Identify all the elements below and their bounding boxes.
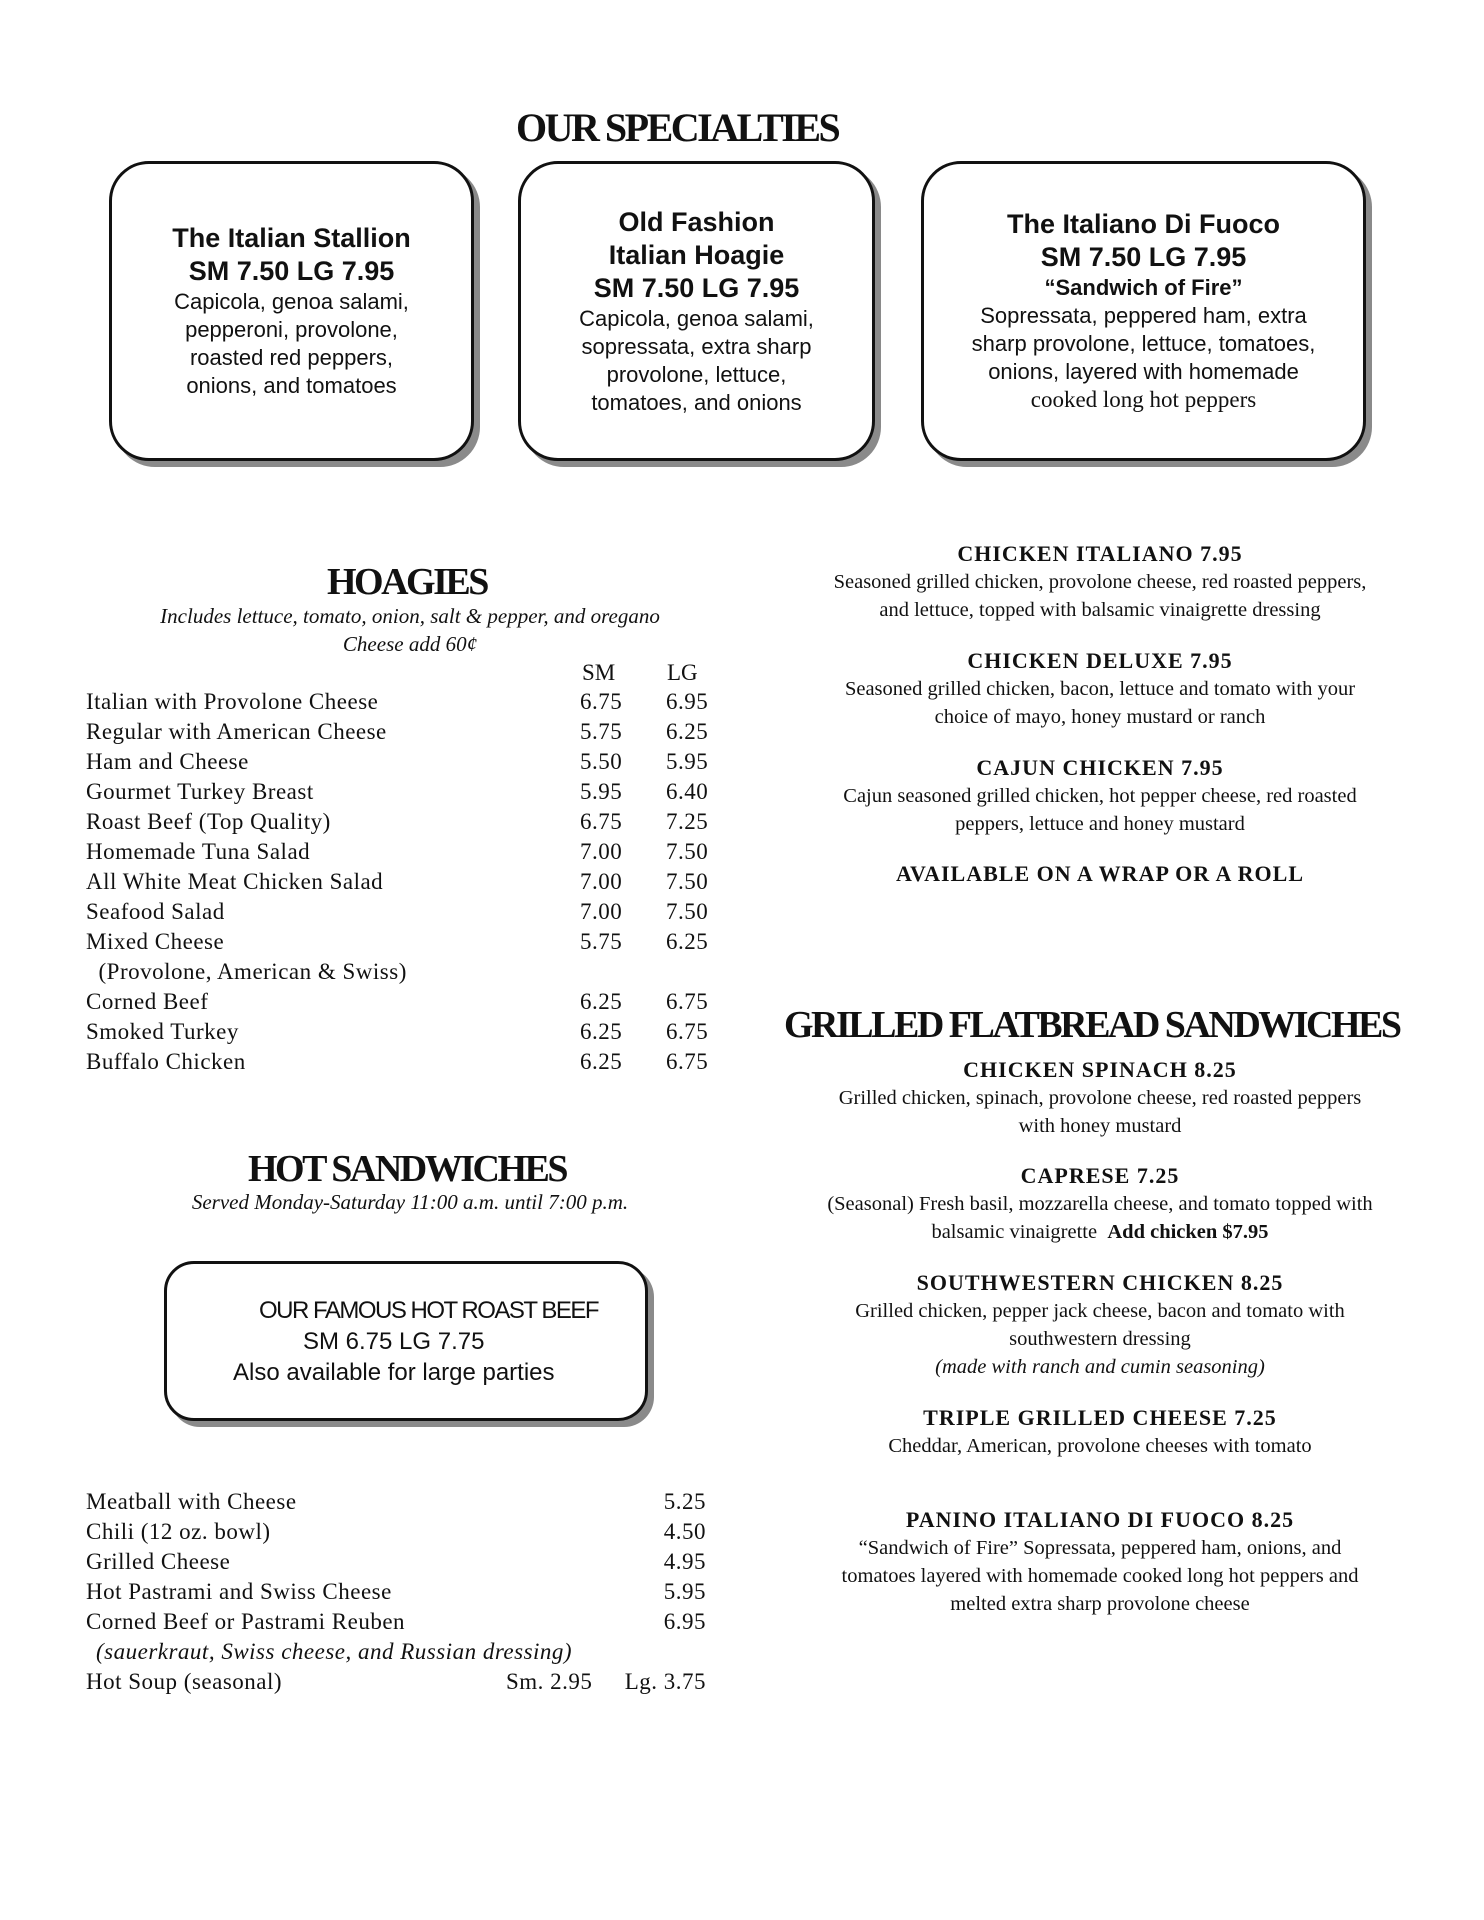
item-desc-text: balsamic vinaigrette [931,1221,1098,1243]
item-price: 5.95 [663,1579,706,1604]
item-desc-line: with honey mustard [1018,1115,1182,1137]
menu-row [86,1519,726,1549]
item-desc-line: Cajun seasoned grilled chicken, hot pepper cheese, red roasted [843,785,1357,807]
menu-row [86,1639,726,1669]
item-heading: CAPRESE 7.25 [1020,1163,1180,1188]
price-sm: 5.75 [580,719,623,744]
item-name: Italian with Provolone Cheese [86,689,379,714]
hoagies-title: HOAGIES [327,561,487,603]
item-name: Ham and Cheese [86,749,249,774]
price-sm: 6.75 [580,809,623,834]
price-lg: 7.25 [666,809,709,834]
roast-beef-box [164,1261,648,1421]
item-name: Meatball with Cheese [86,1489,297,1514]
item-name: (Provolone, American & Swiss) [86,959,407,984]
price-lg: 5.95 [666,749,709,774]
hot-sandwiches-note: Served Monday-Saturday 11:00 a.m. until 7:00 p.m. [191,1190,629,1214]
item-desc-line: Seasoned grilled chicken, provolone cheese, red roasted peppers, [833,571,1367,593]
menu-row [86,1489,726,1519]
southwestern-chicken [770,1269,1430,1381]
specialty-desc-line: sopressata, extra sharp [581,333,812,359]
item-desc-line: (Seasonal) Fresh basil, mozzarella cheese, and tomato topped with [827,1193,1373,1215]
triple-grilled-cheese [770,1404,1430,1460]
wrap-note-text: AVAILABLE ON A WRAP OR A ROLL [895,861,1304,886]
price-sm: 6.25 [580,1049,623,1074]
soup-price-lg: Lg. 3.75 [624,1669,706,1694]
specialty-old-fashion-hoagie [518,161,875,461]
specialty-italian-stallion [109,161,474,461]
item-desc-line [770,1218,1430,1246]
specialty-price: SM 7.50 LG 7.95 [593,272,800,303]
menu-row [86,1019,726,1049]
price-lg: 6.75 [666,989,709,1014]
menu-row [86,749,726,779]
specialty-tagline: “Sandwich of Fire” [1044,275,1243,300]
seasoning-note: (made with ranch and cumin seasoning) [935,1356,1265,1378]
item-name: Corned Beef [86,989,209,1014]
price-lg: 6.25 [666,719,709,744]
menu-row [86,809,726,839]
menu-row [86,929,726,959]
col-header-sm: SM [582,660,616,685]
menu-row [86,959,726,989]
price-sm: 7.00 [580,899,623,924]
chicken-italiano [770,540,1430,624]
price-lg: 6.75 [666,1049,709,1074]
item-price: 4.95 [663,1549,706,1574]
item-heading: SOUTHWESTERN CHICKEN 8.25 [916,1270,1284,1295]
item-heading: TRIPLE GRILLED CHEESE 7.25 [923,1405,1277,1430]
item-price: 4.50 [663,1519,706,1544]
hoagies-note: Includes lettuce, tomato, onion, salt & pepper, and oregano [160,604,660,628]
item-desc-line: Grilled chicken, spinach, provolone cheese, red roasted peppers [838,1087,1362,1109]
hot-sandwiches-title: HOT SANDWICHES [248,1148,567,1190]
menu-row [86,869,726,899]
specialty-desc-line: Capicola, genoa salami, [174,289,409,314]
specialty-desc-line: Capicola, genoa salami, [579,305,814,331]
specialty-desc-line: roasted red peppers, [189,345,394,370]
item-name: Buffalo Chicken [86,1049,246,1074]
item-heading: CHICKEN ITALIANO 7.95 [957,541,1243,566]
price-sm: 6.25 [580,1019,623,1044]
item-name: Gourmet Turkey Breast [86,779,314,804]
item-name: Grilled Cheese [86,1549,231,1574]
caprese [770,1162,1430,1246]
specialty-price: SM 7.50 LG 7.95 [188,256,395,286]
item-heading: CHICKEN SPINACH 8.25 [963,1057,1237,1082]
price-sm: 6.25 [580,989,623,1014]
menu-row [86,779,726,809]
item-name: Chili (12 oz. bowl) [86,1519,271,1544]
price-lg: 7.50 [666,839,709,864]
reuben-note: (sauerkraut, Swiss cheese, and Russian dressing) [96,1639,573,1664]
item-desc-line: Grilled chicken, pepper jack cheese, bacon and tomato with [855,1300,1345,1322]
item-desc-line: melted extra sharp provolone cheese [950,1593,1250,1615]
specialty-price: SM 7.50 LG 7.95 [1040,242,1247,272]
roast-beef-note: Also available for large parties [233,1359,555,1386]
price-lg: 7.50 [666,899,709,924]
menu-row [86,1609,726,1639]
price-lg: 7.50 [666,869,709,894]
menu-row [86,1579,726,1609]
menu-row [86,719,726,749]
specialty-desc-line: onions, layered with homemade [988,359,1299,384]
item-price: 6.95 [663,1609,706,1634]
menu-row [86,1549,726,1579]
specialty-name: Italian Hoagie [608,239,785,270]
menu-row [86,899,726,929]
price-sm: 5.95 [580,779,623,804]
specialty-name: The Italian Stallion [172,223,411,253]
specialty-name: Old Fashion [618,206,775,237]
menu-row [86,1669,726,1699]
flatbread-title: GRILLED FLATBREAD SANDWICHES [784,1004,1400,1046]
item-name: All White Meat Chicken Salad [86,869,384,894]
item-desc-line: and lettuce, topped with balsamic vinaigrette dressing [879,599,1321,621]
wrap-note [770,860,1430,888]
specialty-desc-line: tomatoes, and onions [591,389,802,415]
item-desc-italic [770,1353,1430,1381]
price-sm: 7.00 [580,869,623,894]
roast-beef-price: SM 6.75 LG 7.75 [303,1328,485,1355]
item-desc-line: southwestern dressing [1009,1328,1191,1350]
item-desc-line: Cheddar, American, provolone cheeses with tomato [888,1435,1312,1457]
item-heading: CAJUN CHICKEN 7.95 [976,755,1224,780]
item-desc-line: Seasoned grilled chicken, bacon, lettuce and tomato with your [844,678,1356,700]
price-lg: 6.25 [666,929,709,954]
menu-row [86,689,726,719]
specialty-desc-line: cooked long hot peppers [1030,387,1257,412]
item-desc-line: tomatoes layered with homemade cooked long hot peppers and [841,1565,1359,1587]
cajun-chicken [770,754,1430,838]
specialty-desc-line: onions, and tomatoes [186,373,397,398]
menu-row [86,1049,726,1079]
item-name: Homemade Tuna Salad [86,839,311,864]
item-name: Roast Beef (Top Quality) [86,809,331,834]
menu-row [86,989,726,1019]
item-heading: PANINO ITALIANO DI FUOCO 8.25 [905,1507,1295,1532]
chicken-spinach [770,1056,1430,1140]
price-lg: 6.75 [666,1019,709,1044]
specialties-title: OUR SPECIALTIES [516,105,839,150]
item-name: Corned Beef or Pastrami Reuben [86,1609,406,1634]
item-name: Regular with American Cheese [86,719,387,744]
specialty-desc-line: pepperoni, provolone, [185,317,398,342]
item-desc-line: “Sandwich of Fire” Sopressata, peppered ham, onions, and [858,1537,1342,1559]
price-sm: 5.50 [580,749,623,774]
item-name: Mixed Cheese [86,929,225,954]
specialty-desc-line: provolone, lettuce, [606,361,787,387]
price-lg: 6.95 [666,689,709,714]
item-name: Hot Pastrami and Swiss Cheese [86,1579,392,1604]
price-sm: 6.75 [580,689,623,714]
item-name: Smoked Turkey [86,1019,239,1044]
soup-price-sm: Sm. 2.95 [506,1669,593,1694]
price-lg: 6.40 [666,779,709,804]
add-chicken-note: Add chicken $7.95 [1107,1221,1269,1243]
col-header-lg: LG [667,660,698,685]
specialty-desc-line: sharp provolone, lettuce, tomatoes, [971,331,1316,356]
item-desc-line: choice of mayo, honey mustard or ranch [934,706,1266,728]
specialty-name: The Italiano Di Fuoco [1006,209,1280,239]
specialty-desc-line: Sopressata, peppered ham, extra [980,303,1307,328]
item-price: 5.25 [663,1489,706,1514]
item-name: Hot Soup (seasonal) [86,1669,283,1694]
hoagies-cheese-note: Cheese add 60¢ [342,632,478,656]
item-desc-line: peppers, lettuce and honey mustard [955,813,1245,835]
item-name: Seafood Salad [86,899,225,924]
price-sm: 5.75 [580,929,623,954]
chicken-deluxe [770,647,1430,731]
roast-beef-title: OUR FAMOUS HOT ROAST BEEF [259,1297,598,1324]
specialty-italiano-di-fuoco [921,161,1366,461]
menu-row [86,839,726,869]
price-sm: 7.00 [580,839,623,864]
item-heading: CHICKEN DELUXE 7.95 [967,648,1233,673]
panino-italiano-di-fuoco [770,1506,1430,1618]
